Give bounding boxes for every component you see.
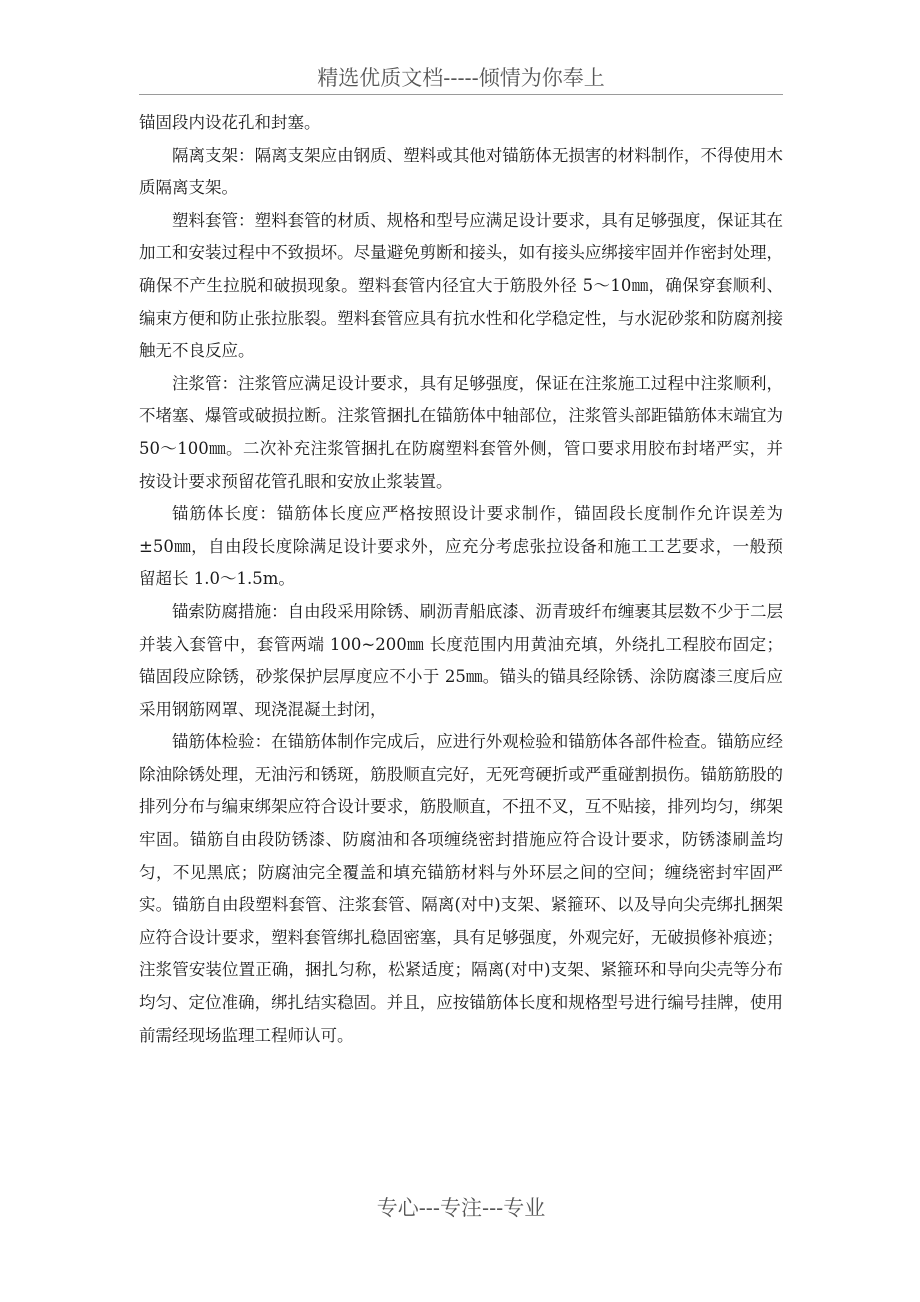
paragraph-isolation-bracket: 隔离支架：隔离支架应由钢质、塑料或其他对锚筋体无损害的材料制作，不得使用木质隔离支架。 [139, 145, 783, 198]
paragraph-anchor-inspection: 锚筋体检验：在锚筋体制作完成后，应进行外观检验和锚筋体各部件检查。锚筋应经除油除锈处理，无油污和锈斑，筋股顺直完好，无死弯硬折或严重碰割损伤。锚筋筋股的排列分布与编束绑架应符合设计要求，筋股顺直，不扭不叉，互不贴接，排列均匀，绑架牢固。锚筋自由段防锈漆、防腐油和各项缠绕密封措施应符合设计要求，防锈漆刷盖均匀，不见黑底；防腐油完全覆盖和填充锚筋材料与外环层之间的空间；缠绕密封牢固严实。锚筋自由段塑料套管、注浆套管、隔离(对中)支架、紧箍环、以及导向尖壳绑扎捆架应符合设计要求，塑料套管绑扎稳固密塞，具有足够强度，外观完好，无破损修补痕迹；注浆管安装位置正确，捆扎匀称，松紧适度；隔离(对中)支架、紧箍环和导向尖壳等分布均匀、定位准确，绑扎结实稳固。并且，应按锚筋体长度和规格型号进行编号挂牌，使用前需经现场监理工程师认可。 [139, 732, 783, 1045]
document-body [139, 107, 783, 1052]
paragraph-corrosion-protection: 锚索防腐措施：自由段采用除锈、刷沥青船底漆、沥青玻纤布缠裹其层数不少于二层并装入套管中，套管两端 100~200㎜ 长度范围内用黄油充填，外绕扎工程胶布固定；锚固段应除锈，砂浆保护层厚度应不小于 25㎜。锚头的锚具经除锈、涂防腐漆三度后应采用钢筋网罩、现浇混凝土封闭， [139, 601, 783, 719]
paragraph-grout-pipe: 注浆管：注浆管应满足设计要求，具有足够强度，保证在注浆施工过程中注浆顺利，不堵塞、爆管或破损拉断。注浆管捆扎在锚筋体中轴部位，注浆管头部距锚筋体末端宜为 50～100㎜。二次补充注浆管捆扎在防腐塑料套管外侧，管口要求用胶布封堵严实，并按设计要求预留花管孔眼和安放止浆装置。 [139, 373, 783, 491]
page-header: 精选优质文档-----倾情为你奉上 [139, 62, 783, 95]
page-footer: 专心---专注---专业 [376, 1196, 546, 1220]
paragraph-plastic-sleeve: 塑料套管：塑料套管的材质、规格和型号应满足设计要求，具有足够强度，保证其在加工和安装过程中不致损坏。尽量避免剪断和接头，如有接头应绑接牢固并作密封处理，确保不产生拉脱和破损现象。塑料套管内径宜大于筋股外径 5～10㎜，确保穿套顺利、编束方便和防止张拉胀裂。塑料套管应具有抗水性和化学稳定性，与水泥砂浆和防腐剂接触无不良反应。 [139, 210, 783, 361]
paragraph-continuation: 锚固段内设花孔和封塞。 [139, 113, 321, 132]
paragraph-anchor-length: 锚筋体长度：锚筋体长度应严格按照设计要求制作，锚固段长度制作允许误差为±50㎜，自由段长度除满足设计要求外，应充分考虑张拉设备和施工工艺要求，一般预留超长 1.0～1.5m。 [139, 504, 783, 589]
